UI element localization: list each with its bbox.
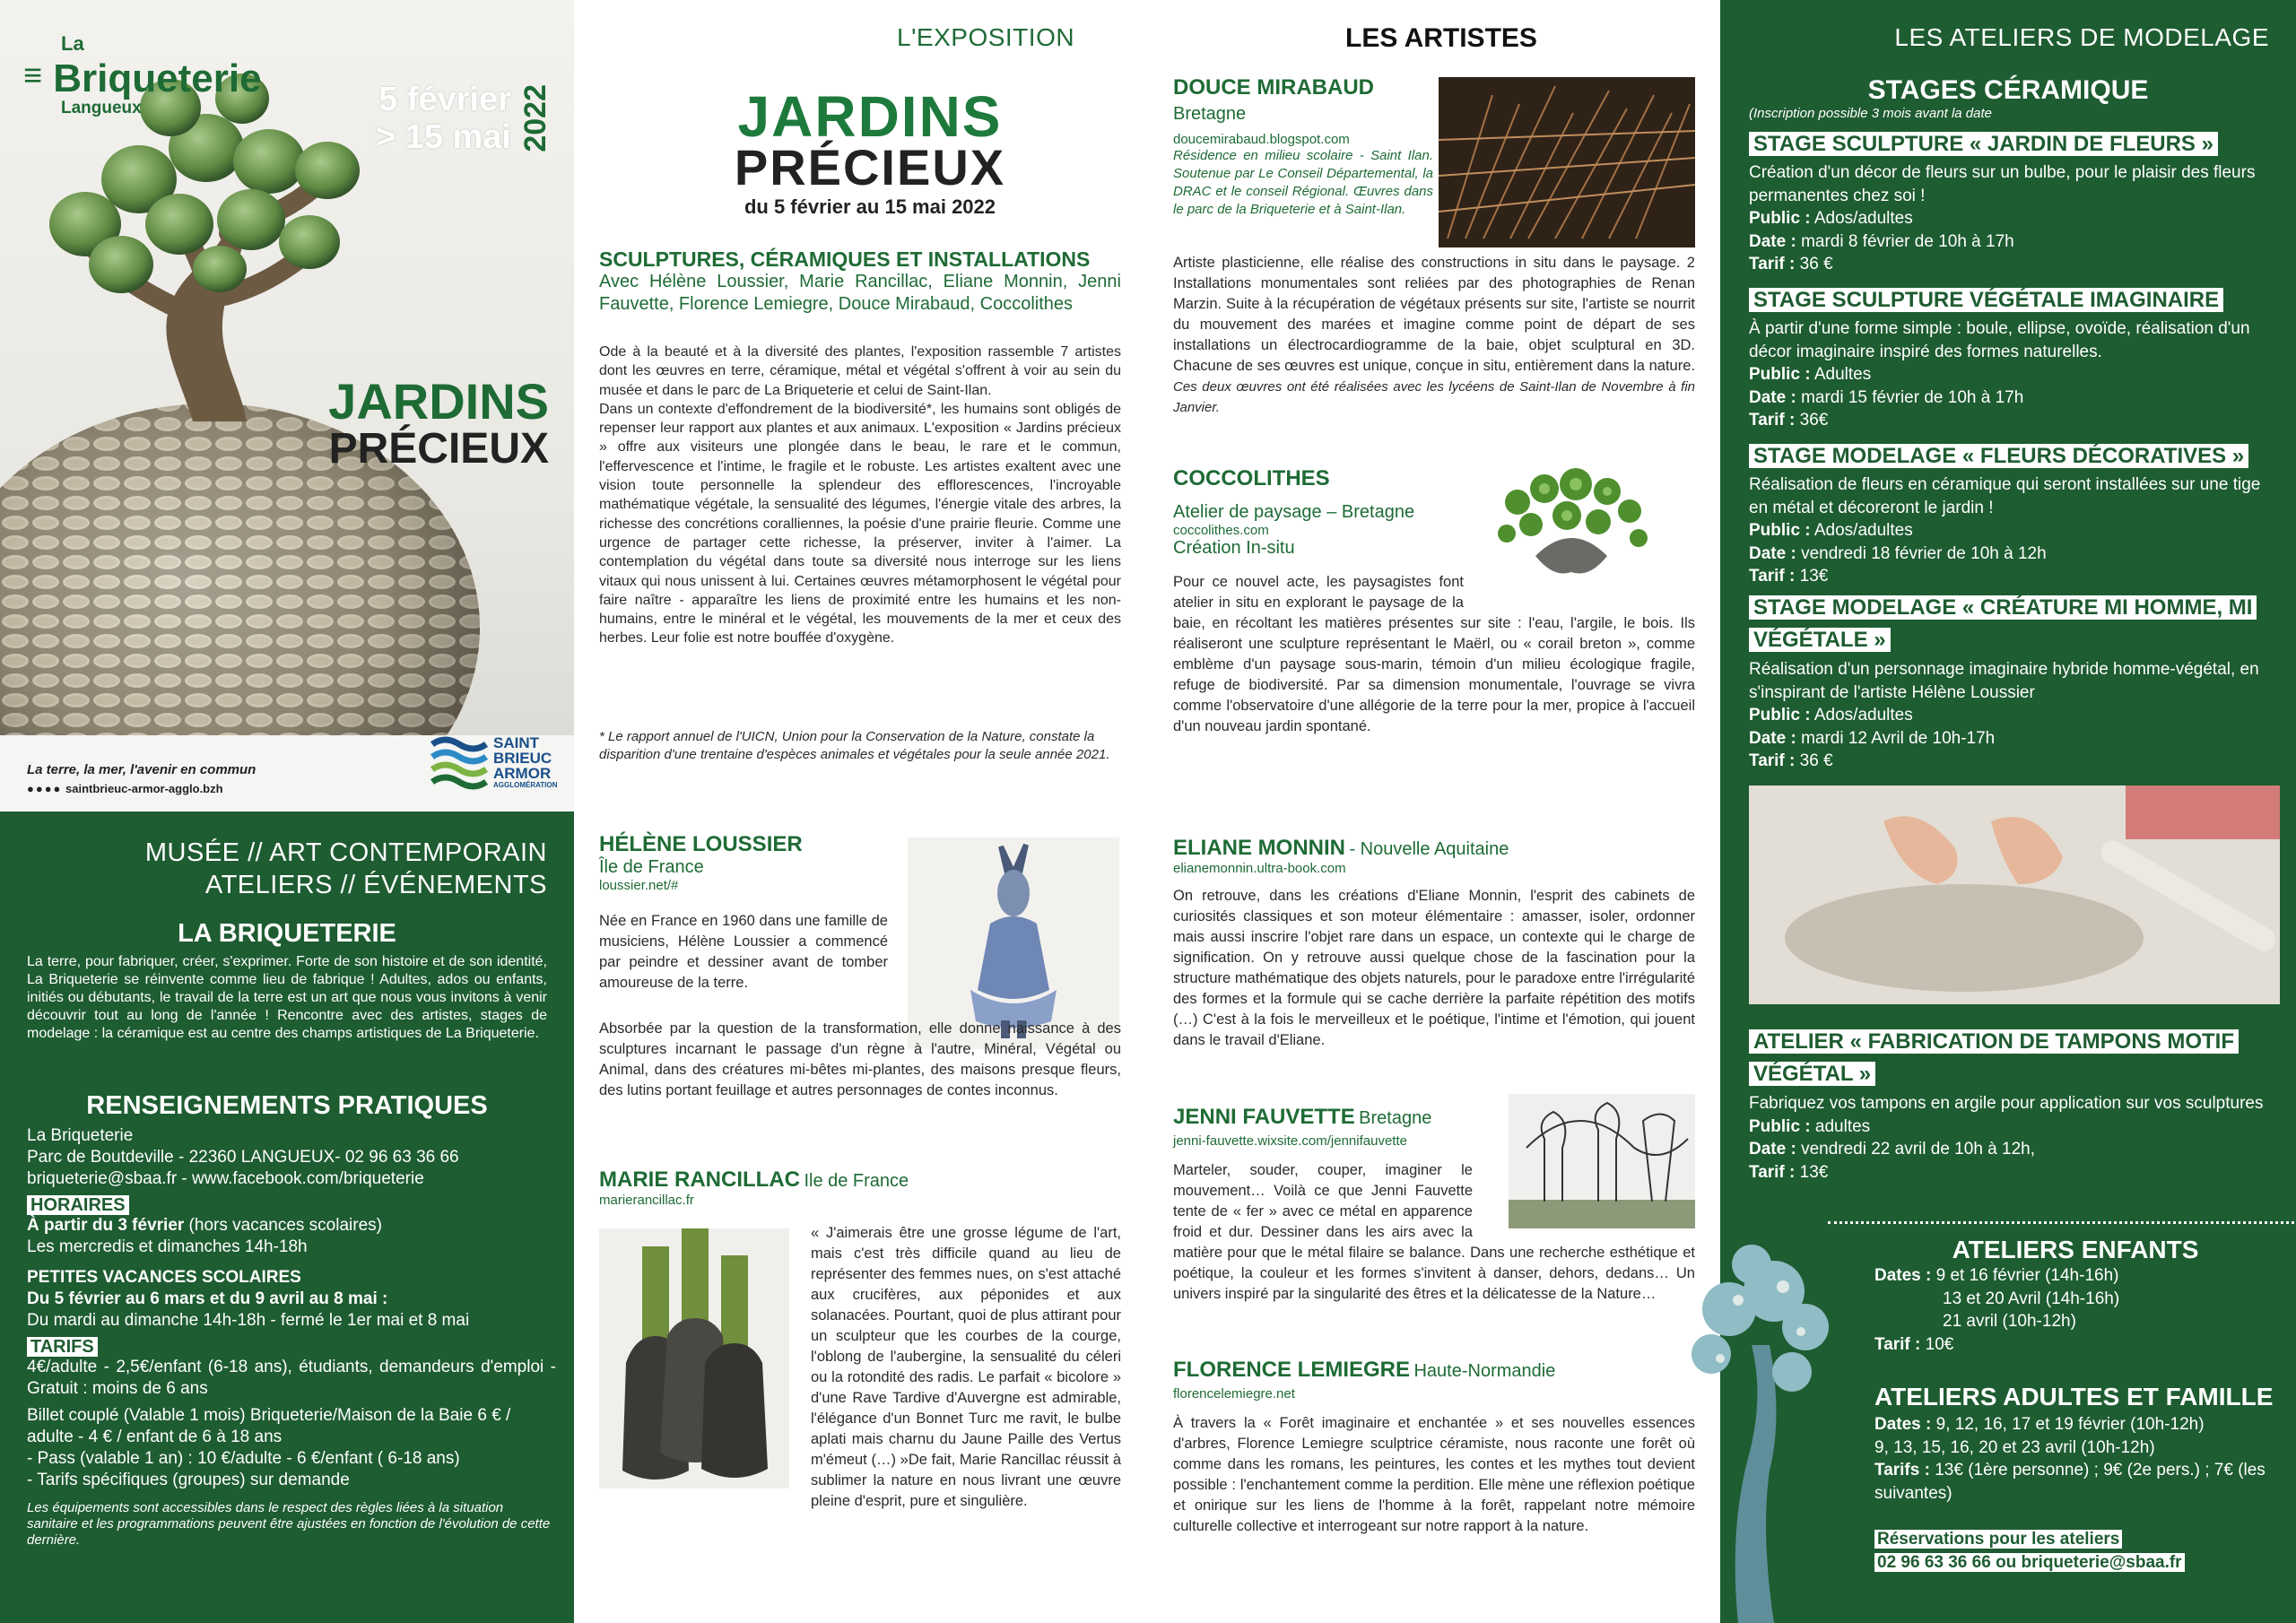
atelier-tampons-date: vendredi 22 avril de 10h à 12h,: [1801, 1140, 2035, 1159]
stage-4-desc: Réalisation d'un personnage imaginaire hybride homme-végétal, en s'inspirant de l'artiste Hélène Loussier: [1749, 660, 2259, 702]
agglo-line4: AGGLOMÉRATION: [493, 781, 558, 789]
lemiegre-region: Haute-Normandie: [1413, 1361, 1556, 1381]
atelier-tampons-desc: Fabriquez vos tampons en argile pour application sur vos sculptures: [1749, 1094, 2264, 1113]
coccolithes-region: Atelier de paysage – Bretagne: [1173, 502, 1415, 522]
monnin-url[interactable]: elianemonnin.ultra-book.com: [1173, 861, 1346, 876]
horaires-days: Les mercredis et dimanches 14h-18h: [27, 1237, 308, 1256]
coccolithes-body: Pour ce nouvel acte, les paysagistes font atelier in situ en explorant le paysage de la baie, en récoltant les matières présentes sur site : l'eau, l'argile, le bois. Ils réaliseront une sculpture représentant le Maërl, ou « corail breton », comme emblème d'un paysage sous-marin, témoin d'un milieu écologique fragile, refuge de biodiversité. Par sa dimension monumentale, l'ouvrage se vivra comme l'observatoire d'une allégorie de la terre pour la mer, propice à l'accueil d'un nouveau jardin spontané.: [1173, 574, 1695, 734]
monnin-name: ELIANE MONNIN: [1173, 836, 1345, 860]
dotted-divider: [1828, 1221, 2294, 1224]
reservations-label: Réservations pour les ateliers: [1874, 1530, 2122, 1549]
modelage-hands-image: [1749, 785, 2280, 1004]
fauvette-url[interactable]: jenni-fauvette.wixsite.com/jennifauvette: [1173, 1133, 1407, 1149]
mirabaud-residence-note: Résidence en milieu scolaire - Saint Ilan. Soutenue par Le Conseil Départemental, la DRAC et le conseil Régional. Œuvres dans le parc de la Briqueterie et à Saint-Ilan.: [1173, 148, 1433, 217]
ateliers-panel: [1720, 0, 2296, 1623]
museum-subtitle-line2: ATELIERS // ÉVÉNEMENTS: [204, 871, 547, 899]
lemiegre-block: [1173, 1358, 1695, 1402]
cover-title-line2: PRÉCIEUX: [328, 425, 549, 473]
stage-4-tarif: 36 €: [1799, 751, 1833, 770]
adultes-tarifs-label: Tarifs :: [1874, 1461, 1930, 1480]
stage-1-date-label: Date :: [1749, 231, 1796, 251]
stage-4-date: mardi 12 Avril de 10h-17h: [1801, 728, 1996, 748]
briqueterie-text: La terre, pour fabriquer, créer, s'exprimer. Forte de son histoire et de son identité, La Briqueterie se réinvente comme lieu de fabrique ! Adultes, ados ou enfants, initiés ou débutants, le travail de la terre est un art que nous vous invitons à venir découvrir tout au long de l'année ! Rencontre avec des artistes, stages de modelage : la céramique est au centre des champs artistiques de La Briqueterie.: [27, 954, 547, 1041]
mirabaud-block: [1173, 75, 1433, 219]
address-line2: Parc de Boutdeville - 22360 LANGUEUX- 02 96 63 36 66: [27, 1148, 459, 1167]
fauvette-body-wrap: [1173, 1160, 1695, 1305]
expo-body-p2: Dans un contexte d'effondrement de la biodiversité*, les humains sont obligés de repenser leur rapport aux plantes et aux animaux. L'exposition « Jardins précieux » offre aux visiteurs une plongée dans le beau, le rare et le commun, l'effervescence et l'intime, le fragile et le robuste. Les artistes exaltent avec une vision toute personnelle la splendeur des efflorescences, l'incroyable mathématique végétale, la sensualité des légumes, l'énergie vitale des arbres, la richesse des concrétions coralliennes, la poésie d'une prairie fleurie. Comme une urgence de partager cette richesse, la préserver, inviter à l'aimer. La contemplation du végétal dans toute sa diversité nous interroge sur les liens vitaux qui nous unissent à lui. Certaines œuvres métamorphosent le végétal pour faire naître - apparaître les liens de proximité entre les humains et les non-humains, entre le minéral et le végétal, les mouvements de la mer et ceux des herbes. Leur folie est notre bouffée d'oxygène.: [599, 401, 1121, 647]
tarifs-label: TARIFS: [27, 1337, 98, 1357]
stage-1-tarif-label: Tarif :: [1749, 255, 1796, 273]
stage-4-date-label: Date :: [1749, 728, 1796, 748]
monnin-region: - Nouvelle Aquitaine: [1349, 839, 1509, 859]
logo-name: ≡ Briqueterie: [23, 56, 262, 100]
expo-dates: du 5 février au 15 mai 2022: [744, 195, 996, 218]
horaires-start: À partir du 3 février: [27, 1216, 185, 1235]
cover-year: 2022: [518, 84, 552, 152]
fauvette-float-spacer: [1473, 1160, 1695, 1243]
cover-date-start: 5 février: [378, 81, 511, 118]
expo-title-line1: JARDINS: [737, 84, 1003, 149]
stage-3-desc: Réalisation de fleurs en céramique qui seront installées sur une tige en métal et décoreront le jardin !: [1749, 475, 2261, 517]
expo-footnote: * Le rapport annuel de l'UICN, Union pour la Conservation de la Nature, constate la disparition d'une trentaine d'espèces animales et végétales pour la seule année 2021.: [599, 729, 1110, 762]
mirabaud-body-wrap: [1173, 253, 1695, 418]
atelier-tampons-date-label: Date :: [1749, 1140, 1796, 1159]
atelier-tampons: [1749, 1028, 2278, 1184]
expo-artists-list: Avec Hélène Loussier, Marie Rancillac, Eliane Monnin, Jenni Fauvette, Florence Lemiegre, Douce Mirabaud, Coccolithes: [599, 272, 1121, 314]
coccolithes-float-spacer: [1464, 572, 1695, 613]
rancillac-body: « J'aimerais être une grosse légume de l'art, mais c'est très difficile quand au lieu de représenter des femmes nues, on s'est attaché aux crucifères, aux péponides et aux solanacées. Pourtant, quoi de plus attirant pour un sculpteur que les courbes de la courge, l'oblong de l'aubergine, la sensualité du céleri ou la rotondité des radis. Le parfait « bicolore » d'une Rave Tardive d'Auvergne est admirable, l'élégance d'un Bonnet Turc me ravit, le bulbe aplati mais charnu du Jaune Paille des Vertus m'émeut (…) »De fait, Marie Rancillac réussit à sublimer la nature en nous livrant une œuvre pleine d'esprit, pure et singulière.: [811, 1225, 1121, 1509]
stage-1: [1749, 131, 2278, 276]
loussier-name: HÉLÈNE LOUSSIER: [599, 832, 803, 856]
renseignements-title: RENSEIGNEMENTS PRATIQUES: [86, 1091, 488, 1120]
stage-1-desc: Création d'un décor de fleurs sur un bulbe, pour le plaisir des fleurs permanentes chez soi !: [1749, 163, 2256, 205]
sanitary-disclaimer: Les équipements sont accessibles dans le respect des règles liées à la situation sanitaire et les programmations peuvent être ajustées en fonction de l'évolution de cette dernière.: [27, 1500, 551, 1548]
mirabaud-region: Bretagne: [1173, 104, 1247, 124]
museum-subtitle-line1: MUSÉE // ART CONTEMPORAIN: [144, 838, 547, 867]
cover-dates: [359, 81, 511, 156]
atelier-tampons-public-label: Public :: [1749, 1116, 1811, 1136]
coccolithes-plant-image: [1482, 466, 1661, 583]
tarifs-4: - Tarifs spécifiques (groupes) sur demande: [27, 1471, 350, 1489]
logo-la: La: [61, 32, 84, 55]
mirabaud-url[interactable]: doucemirabaud.blogspot.com: [1173, 132, 1350, 147]
mirabaud-body: Artiste plasticienne, elle réalise des constructions in situ dans le paysage. 2 Installations monumentales sont reliées par des photographies de Renan Marzin. Suite à la récupération de végétaux présents sur site, l'artiste se nourrit du mouvement des marées et imagine comme point de départ de ses installations un électrocardiogramme de la baie, objet sculptural en 3D. Chacune de ses œuvres est unique, conçue in situ, entièrement dans la nature.: [1173, 255, 1695, 374]
agglo-line2: BRIEUC: [493, 750, 552, 767]
address-line1: La Briqueterie: [27, 1126, 134, 1145]
adultes-details: [1874, 1413, 2278, 1505]
stage-2-public: Adultes: [1813, 365, 1872, 384]
cover-date-end: > 15 mai: [375, 118, 511, 156]
coccolithes-name: COCCOLITHES: [1173, 466, 1330, 490]
enfants-dates-label: Dates :: [1874, 1266, 1932, 1285]
enfants-details: [1874, 1264, 2278, 1356]
monnin-block: [1173, 836, 1695, 876]
logo-name-text: Briqueterie: [53, 56, 262, 100]
adultes-title: ATELIERS ADULTES ET FAMILLE: [1874, 1383, 2274, 1410]
monnin-body: On retrouve, dans les créations d'Eliane Monnin, l'esprit des cabinets de curiosités classiques et son moteur élémentaire : amasser, isoler, ordonner mais aussi inscrire l'objet rare dans un espace, un contexte qui le charge de signification. On y retrouve aussi quelque chose de la fascination pour la structure mathématique des objets naturels, pour le paradoxe entre l'irrégularité des formes et la formule qui se cache derrière la parfaite répétition des motifs (…) C'est à la fois le merveilleux et le poétique, l'intime et l'émotion, qui jouent dans le travail d'Eliane.: [1173, 888, 1695, 1048]
lemiegre-url[interactable]: florencelemiegre.net: [1173, 1386, 1295, 1402]
adultes-tarifs: 13€ (1ère personne) ; 9€ (2e pers.) ; 7€ (les suivantes): [1874, 1461, 2266, 1503]
agglo-line1: SAINT: [493, 734, 539, 751]
lemiegre-name: FLORENCE LEMIEGRE: [1173, 1358, 1411, 1382]
loussier-region: Île de France: [599, 857, 704, 877]
stage-4-title: STAGE MODELAGE « CRÉATURE MI HOMME, MI VÉGÉTALE »: [1749, 595, 2257, 652]
agglo-line3: ARMOR: [493, 765, 552, 782]
cover-title-line1: JARDINS: [328, 373, 549, 430]
stage-4: [1749, 594, 2278, 773]
expo-body: [599, 343, 1121, 648]
vacances-hours: Du mardi au dimanche 14h-18h - fermé le 1er mai et 8 mai: [27, 1311, 470, 1330]
enfants-title: ATELIERS ENFANTS: [1952, 1236, 2199, 1263]
stage-2-tarif-label: Tarif :: [1749, 411, 1796, 430]
coccolithes-block: [1173, 466, 1469, 559]
expo-subtitle: SCULPTURES, CÉRAMIQUES ET INSTALLATIONS: [599, 247, 1091, 271]
loussier-block: [599, 832, 895, 893]
coccolithes-url[interactable]: coccolithes.com: [1173, 523, 1269, 538]
stage-3-date-label: Date :: [1749, 543, 1796, 563]
enfants-date-3: 21 avril (10h-12h): [1943, 1312, 2076, 1331]
briqueterie-logo: [23, 32, 262, 118]
mirabaud-body-italic: Ces deux œuvres ont été réalisées avec les lycéens de Saint-Ilan de Novembre à fin Janvier.: [1173, 379, 1695, 415]
stage-1-tarif: 36 €: [1799, 255, 1833, 273]
adultes-date-2: 9, 13, 15, 16, 20 et 23 avril (10h-12h): [1874, 1437, 2155, 1457]
loussier-url[interactable]: loussier.net/#: [599, 878, 679, 893]
exposition-header: L'EXPOSITION: [897, 23, 1075, 51]
atelier-tampons-tarif-label: Tarif :: [1749, 1162, 1796, 1182]
stage-2-date-label: Date :: [1749, 387, 1796, 407]
museum-subtitle: [145, 837, 547, 901]
coccolithes-creation: Création In-situ: [1173, 538, 1295, 558]
practical-info: [27, 1125, 556, 1549]
horaires-label: HORAIRES: [27, 1195, 129, 1215]
stage-1-public-label: Public :: [1749, 209, 1811, 228]
vacances-title: PETITES VACANCES SCOLAIRES: [27, 1268, 301, 1287]
fauvette-body: Marteler, souder, couper, imaginer le mouvement… Voilà ce que Jenni Fauvette tente de « fer » avec ce métal en apparence froid et dur. Dessiner dans les airs avec la matière pour que le métal filaire se balance. Dans une recherche esthétique et poétique, la couleur et les formes s'invitent à danser, dehors, dedans… Un univers inspiré par la singularité des êtres et la délicatesse de la Nature…: [1173, 1162, 1695, 1302]
tarifs-3: - Pass (valable 1 an) : 10 €/adulte - 6 €/enfant ( 6-18 ans): [27, 1449, 460, 1468]
stage-1-title: STAGE SCULPTURE « JARDIN DE FLEURS »: [1749, 132, 2218, 156]
stage-2-desc: À partir d'une forme simple : boule, ellipse, ovoïde, réalisation d'un décor imaginaire inspiré des formes naturelles.: [1749, 319, 2250, 361]
stages-note: (Inscription possible 3 mois avant la date: [1749, 106, 1992, 121]
mirabaud-installation-image: [1439, 77, 1695, 247]
atelier-tampons-title: ATELIER « FABRICATION DE TAMPONS MOTIF VÉGÉTAL »: [1749, 1029, 2239, 1086]
stage-3-tarif-label: Tarif :: [1749, 567, 1796, 586]
cover-title: [287, 373, 549, 473]
tarifs-1: 4€/adulte - 2,5€/enfant (6-18 ans), étudiants, demandeurs d'emploi - Gratuit : moins de 6 ans: [27, 1358, 556, 1398]
loussier-body-p2-wrap: [599, 1019, 1121, 1101]
agglo-website[interactable]: saintbrieuc-armor-agglo.bzh: [65, 782, 223, 795]
stage-3-title: STAGE MODELAGE « FLEURS DÉCORATIVES »: [1749, 444, 2248, 468]
rancillac-block: [599, 1167, 1121, 1208]
rancillac-name: MARIE RANCILLAC: [599, 1167, 800, 1192]
stages-title: STAGES CÉRAMIQUE: [1867, 75, 2149, 105]
mirabaud-name: DOUCE MIRABAUD: [1173, 75, 1374, 100]
fauvette-name: JENNI FAUVETTE: [1173, 1105, 1355, 1129]
expo-title-line2: PRÉCIEUX: [734, 139, 1006, 195]
tarifs-2: Billet couplé (Valable 1 mois) Briqueterie/Maison de la Baie 6 € / adulte - 4 € / enfant de 6 à 18 ans: [27, 1406, 511, 1446]
stage-4-public: Ados/adultes: [1813, 706, 1913, 725]
briqueterie-title: LA BRIQUETERIE: [178, 919, 396, 948]
reservations-box: [1874, 1528, 2278, 1575]
adultes-date-1: 9, 12, 16, 17 et 19 février (10h-12h): [1935, 1415, 2205, 1434]
cover-panel: [0, 0, 574, 812]
reservations-contact[interactable]: 02 96 63 36 66 ou briqueterie@sbaa.fr: [1874, 1553, 2185, 1572]
fauvette-region: Bretagne: [1359, 1108, 1432, 1128]
stage-2-tarif: 36€: [1799, 411, 1829, 430]
enfants-tarif-label: Tarif :: [1874, 1334, 1921, 1354]
rancillac-float-spacer: [599, 1223, 811, 1492]
stage-3-public-label: Public :: [1749, 521, 1811, 540]
stage-3-public: Ados/adultes: [1813, 521, 1913, 540]
loussier-body-p2: Absorbée par la question de la transformation, elle donne naissance à des sculptures incarnant le passage d'un règne à l'autre, Minéral, Végétal ou Animal, dans des créatures mi-bêtes mi-plantes, des maisons presque fleurs, des lutins portant feuillage et autres personnages de contes inconnus.: [599, 1020, 1121, 1098]
info-panel: [0, 812, 574, 1623]
fauvette-block: [1173, 1105, 1514, 1149]
stage-4-tarif-label: Tarif :: [1749, 751, 1796, 770]
agglo-tagline: La terre, la mer, l'avenir en commun: [27, 762, 257, 777]
stage-3-date: vendredi 18 février de 10h à 12h: [1801, 543, 2047, 563]
expo-body-p1: Ode à la beauté et à la diversité des plantes, l'exposition rassemble 7 artistes dont les œuvres en terre, céramique, métal et végétal s'offrent à voir au sein du musée et dans le parc de La Briqueterie et celui de Saint-Ilan.: [599, 344, 1121, 398]
enfants-date-2: 13 et 20 Avril (14h-16h): [1943, 1289, 2120, 1308]
coccolithes-body-wrap: [1173, 572, 1695, 737]
stage-4-public-label: Public :: [1749, 706, 1811, 725]
horaires-start-note: (hors vacances scolaires): [184, 1216, 382, 1235]
stage-1-public: Ados/adultes: [1813, 209, 1913, 228]
social-icons: ●●●●: [27, 782, 63, 795]
rancillac-region: Ile de France: [804, 1171, 909, 1191]
lemiegre-body: À travers la « Forêt imaginaire et enchantée » et ses nouvelles essences d'arbres, Florence Lemiegre sculptrice céramiste, nous raconte une forêt où comme dans les romans, les peintures, les contes et les mythes tout devient possible : l'enchantement comme la perdition. Elle mène une réflexion poétique et onirique sur les liens de l'homme à la forêt, rappelant notre mémoire culturelle collective et interrogeant sur notre rapport à la nature.: [1173, 1415, 1695, 1534]
exposition-title: [709, 84, 1031, 219]
stage-3-tarif: 13€: [1799, 567, 1829, 586]
saint-brieuc-armor-logo: [430, 735, 557, 790]
wave-logo-icon: [430, 735, 488, 791]
social-row: [27, 782, 223, 795]
stage-2-date: mardi 15 février de 10h à 17h: [1801, 387, 2024, 407]
stage-2: [1749, 287, 2278, 432]
atelier-tampons-public: adultes: [1814, 1116, 1871, 1136]
stage-1-date: mardi 8 février de 10h à 17h: [1801, 231, 2014, 251]
stage-2-public-label: Public :: [1749, 365, 1811, 384]
enfants-date-1: 9 et 16 février (14h-16h): [1935, 1266, 2119, 1285]
adultes-dates-label: Dates :: [1874, 1415, 1932, 1434]
rancillac-body-wrap: [599, 1223, 1121, 1512]
ateliers-header: LES ATELIERS DE MODELAGE: [1894, 23, 2269, 51]
logo-city: Langueux: [61, 99, 142, 117]
rancillac-url[interactable]: marierancillac.fr: [599, 1193, 694, 1208]
artistes-header: LES ARTISTES: [1345, 23, 1537, 53]
loussier-sculpture-image: [908, 838, 1119, 1049]
stage-2-title: STAGE SCULPTURE VÉGÉTALE IMAGINAIRE: [1749, 288, 2223, 312]
loussier-body-p1: Née en France en 1960 dans une famille de musiciens, Hélène Loussier a commencé par peindre et dessiner avant de tomber amoureuse de la terre.: [599, 913, 888, 991]
vacances-dates: Du 5 février au 6 mars et du 9 avril au 8 mai :: [27, 1289, 388, 1308]
lemiegre-tree-sculpture-image: [1666, 1237, 1846, 1623]
enfants-tarif: 10€: [1925, 1334, 1954, 1354]
address-line3[interactable]: briqueterie@sbaa.fr - www.facebook.com/briqueterie: [27, 1169, 424, 1188]
stage-3: [1749, 443, 2278, 588]
atelier-tampons-tarif: 13€: [1799, 1162, 1829, 1182]
